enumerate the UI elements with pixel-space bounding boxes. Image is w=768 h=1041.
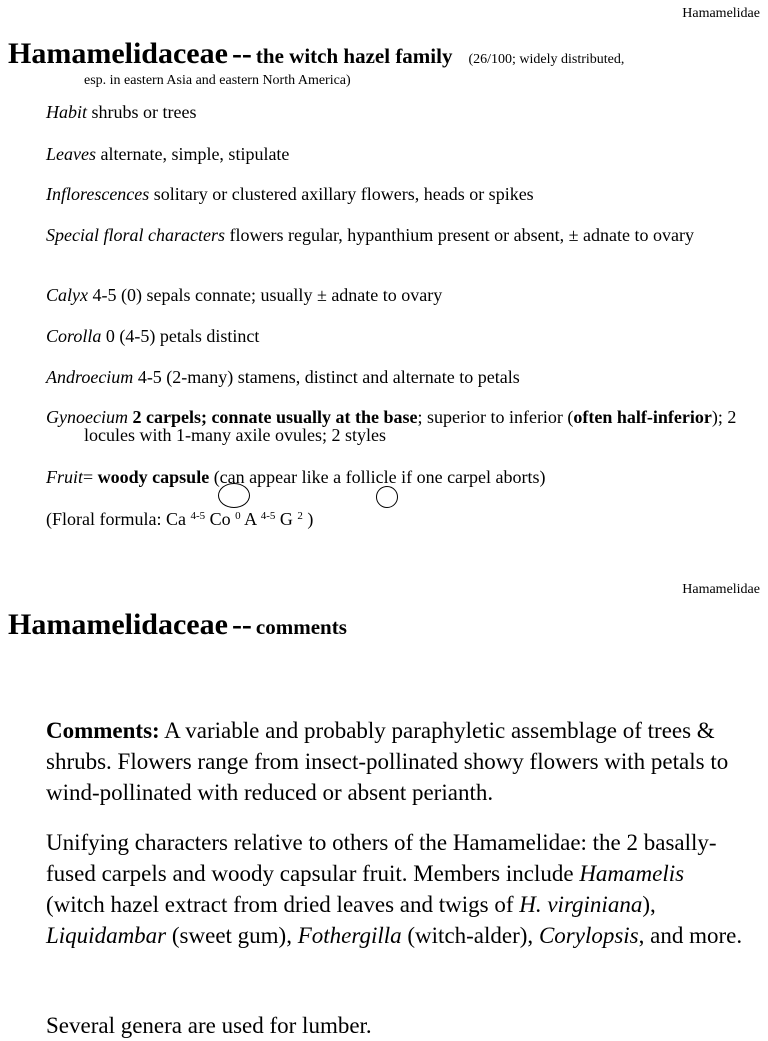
formula-calyx-count: 4-5 [190, 510, 206, 522]
special-floral-line [46, 226, 768, 244]
gynoecium-often: often half-inferior [573, 407, 712, 427]
corolla-line [46, 327, 768, 345]
gynoecium-label: Gynoecium [46, 407, 128, 427]
formula-gynoecium: G [279, 509, 293, 529]
corolla-text: 0 (4-5) petals distinct [101, 326, 260, 346]
p2-text-2: (witch hazel extract from dried leaves and twigs of [46, 892, 520, 917]
p2-text-5: (witch-alder), [401, 923, 539, 948]
leaves-text: alternate, simple, stipulate [95, 144, 290, 164]
androecium-line [46, 368, 768, 386]
calyx-text: 4-5 (0) sepals connate; usually ± adnate to ovary [88, 285, 443, 305]
family-subtitle: the witch hazel family [255, 44, 453, 68]
family-name: Hamamelidaceae [8, 608, 228, 641]
family-note-continued: esp. in eastern Asia and eastern North America) [84, 73, 351, 88]
slide-2 [0, 560, 768, 1038]
fruit-equals: = [83, 467, 94, 487]
calyx-label: Calyx [46, 285, 88, 305]
androecium-label: Androecium [46, 367, 134, 387]
formula-suffix: ) [307, 509, 314, 529]
inflorescences-line [46, 185, 768, 203]
family-note: (26/100; widely distributed, [468, 52, 625, 67]
genus-corylopsis: Corylopsis [538, 923, 639, 948]
comments-paragraph [46, 715, 746, 808]
title-dash: -- [231, 37, 252, 70]
corolla-label: Corolla [46, 326, 102, 346]
formula-androecium-count: 4-5 [260, 510, 276, 522]
formula-prefix: (Floral formula: Ca [46, 509, 186, 529]
formula-gynoecium-count: 2 [297, 510, 303, 522]
calyx-line [46, 286, 768, 304]
fruit-text: (can appear like a follicle if one carpel aborts) [209, 467, 546, 487]
gynoecium-line [46, 408, 768, 444]
comments-text: A variable and probably paraphyletic assemblage of trees & shrubs. Flowers range from insect-pollinated showy flowers with petals to wind-pollinated with reduced or absent perianth. [46, 718, 729, 805]
special-floral-label: Special floral characters [46, 225, 225, 245]
slide-header-tag: Hamamelidae [682, 6, 760, 21]
genus-fothergilla: Fothergilla [297, 923, 402, 948]
species-h-virginiana: H. virginiana [519, 892, 643, 917]
formula-corolla: Co [209, 509, 231, 529]
comments-label: Comments: [46, 718, 160, 743]
page-title [8, 608, 347, 642]
gynoecium-carpels: 2 carpels; connate usually at the base [127, 407, 418, 427]
floral-formula [46, 509, 313, 530]
inflorescences-label: Inflorescences [46, 184, 150, 204]
fruit-line [46, 468, 768, 486]
genus-hamamelis: Hamamelis [579, 861, 685, 886]
leaves-label: Leaves [46, 144, 96, 164]
androecium-text: 4-5 (2-many) stamens, distinct and alternate to petals [133, 367, 520, 387]
fruit-type: woody capsule [93, 467, 210, 487]
title-dash: -- [231, 608, 252, 641]
habit-text: shrubs or trees [87, 102, 197, 122]
gynoecium-locules: ); 2 locules with 1-many axile ovules; 2 styles [84, 407, 737, 445]
unifying-characters-paragraph [46, 827, 746, 951]
p2-text-1: Unifying characters relative to others of the Hamamelidae: the 2 basally-fused carpels and woody capsular fruit. Members include [46, 830, 717, 886]
gynoecium-connation-oval [376, 486, 398, 508]
p2-text-3: ), [642, 892, 656, 917]
leaves-line [46, 145, 768, 163]
slide-header-tag: Hamamelidae [682, 582, 760, 597]
genus-liquidambar: Liquidambar [46, 923, 167, 948]
p2-text-6: , and more. [638, 923, 743, 948]
comments-subtitle: comments [255, 615, 347, 639]
formula-androecium: A [244, 509, 257, 529]
formula-corolla-count: 0 [235, 510, 241, 522]
calyx-connation-oval [218, 483, 250, 508]
habit-line [46, 103, 768, 121]
inflorescences-text: solitary or clustered axillary flowers, heads or spikes [149, 184, 534, 204]
family-name: Hamamelidaceae [8, 37, 228, 70]
lumber-paragraph: Several genera are used for lumber. [46, 1013, 372, 1038]
page-title [8, 37, 624, 71]
gynoecium-position: ; superior to inferior ( [417, 407, 574, 427]
habit-label: Habit [46, 102, 88, 122]
fruit-label: Fruit [46, 467, 84, 487]
p2-text-4: (sweet gum), [166, 923, 298, 948]
special-floral-text: flowers regular, hypanthium present or absent, ± adnate to ovary [224, 225, 694, 245]
